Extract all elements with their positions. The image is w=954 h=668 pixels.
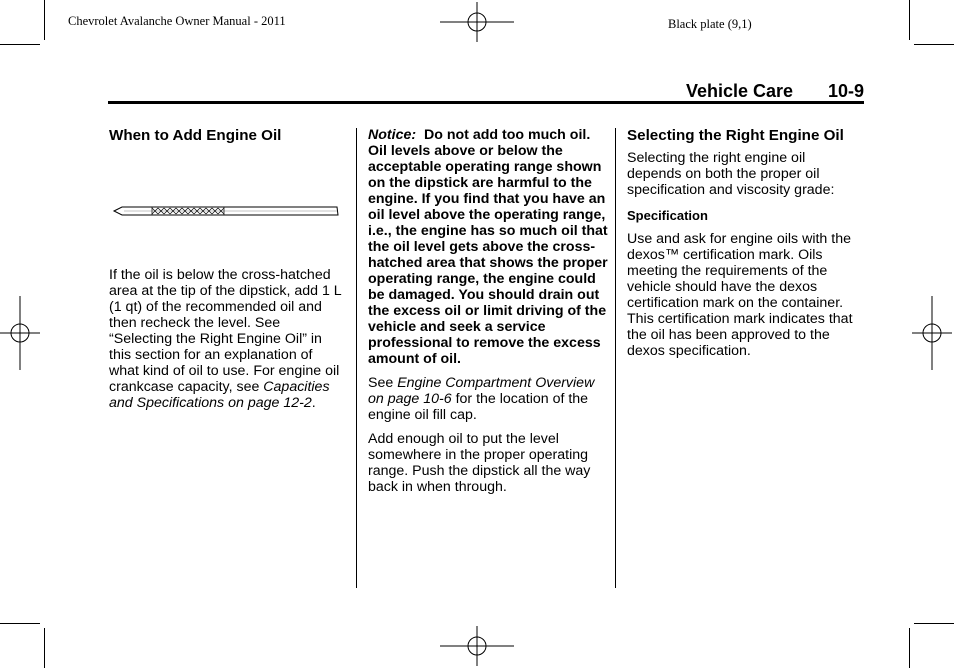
cross-reference-link[interactable]: Capacities and Specifications on page 12-2 bbox=[109, 379, 330, 411]
crop-mark bbox=[44, 628, 45, 668]
notice-label: Notice: bbox=[368, 127, 417, 143]
section-heading: When to Add Engine Oil bbox=[109, 127, 282, 144]
page-number: 10-9 bbox=[828, 81, 865, 101]
see-paragraph: See Engine Compartment Overview on page 10-6 for the location of the engine oil fill cap. bbox=[368, 375, 595, 423]
crop-mark bbox=[44, 0, 45, 40]
manual-title: Chevrolet Avalanche Owner Manual - 2011 bbox=[68, 14, 286, 28]
header-rule bbox=[108, 101, 864, 104]
crop-mark bbox=[914, 623, 954, 624]
crop-mark bbox=[914, 44, 954, 45]
cross-reference-link[interactable]: Engine Compartment Overview on page 10-6 bbox=[368, 375, 595, 407]
crop-mark bbox=[909, 0, 910, 40]
notice-paragraph bbox=[368, 127, 608, 367]
dipstick-illustration-icon bbox=[112, 202, 340, 220]
registration-mark-icon bbox=[912, 296, 952, 370]
oil-level-paragraph: If the oil is below the cross-hatched area at the tip of the dipstick, add 1 L (1 qt) of the recommended oil and then recheck the level. See “Selecting the Right Engine Oil” in this section for an explanation of what kind of oil to use. For engine oil crankcase capacity, see Capacities and Specifications on page 12-2. bbox=[109, 267, 342, 411]
crop-mark bbox=[909, 628, 910, 668]
specification-paragraph: Use and ask for engine oils with the dexos™ certification mark. Oils meeting the requirements of the vehicle should have the dexos certification mark on the container. This certification mark indicates that the oil has been approved to the dexos specification. bbox=[627, 231, 853, 359]
column-divider bbox=[615, 128, 616, 588]
column-1 bbox=[109, 127, 343, 145]
plate-label: Black plate (9,1) bbox=[668, 17, 752, 31]
column-3 bbox=[627, 127, 863, 367]
crop-mark bbox=[0, 44, 40, 45]
add-oil-paragraph: Add enough oil to put the level somewhere in the proper operating range. Push the dipstick all the way back in when through. bbox=[368, 431, 591, 495]
column-1-body bbox=[109, 267, 345, 419]
registration-mark-icon bbox=[0, 296, 40, 370]
column-2 bbox=[368, 127, 608, 503]
column-divider bbox=[356, 128, 357, 588]
intro-paragraph: Selecting the right engine oil depends on both the proper oil specification and viscosity grade: bbox=[627, 150, 835, 198]
registration-mark-icon bbox=[440, 626, 514, 666]
notice-text: Do not add too much oil. Oil levels above or below the acceptable operating range shown on the dipstick are harmful to the engine. If you find that you have an oil level above the operating range, i.e., the engine has so much oil that the oil level gets above the cross-hatched area that shows the proper operating range, the engine could be damaged. You should drain out the excess oil or limit driving of the vehicle and seek a service professional to remove the excess amount of oil. bbox=[368, 127, 608, 367]
section-title: Vehicle Care bbox=[686, 81, 794, 101]
subsection-heading: Specification bbox=[627, 208, 708, 223]
section-heading: Selecting the Right Engine Oil bbox=[627, 127, 844, 144]
registration-mark-icon bbox=[440, 2, 514, 42]
crop-mark bbox=[0, 623, 40, 624]
